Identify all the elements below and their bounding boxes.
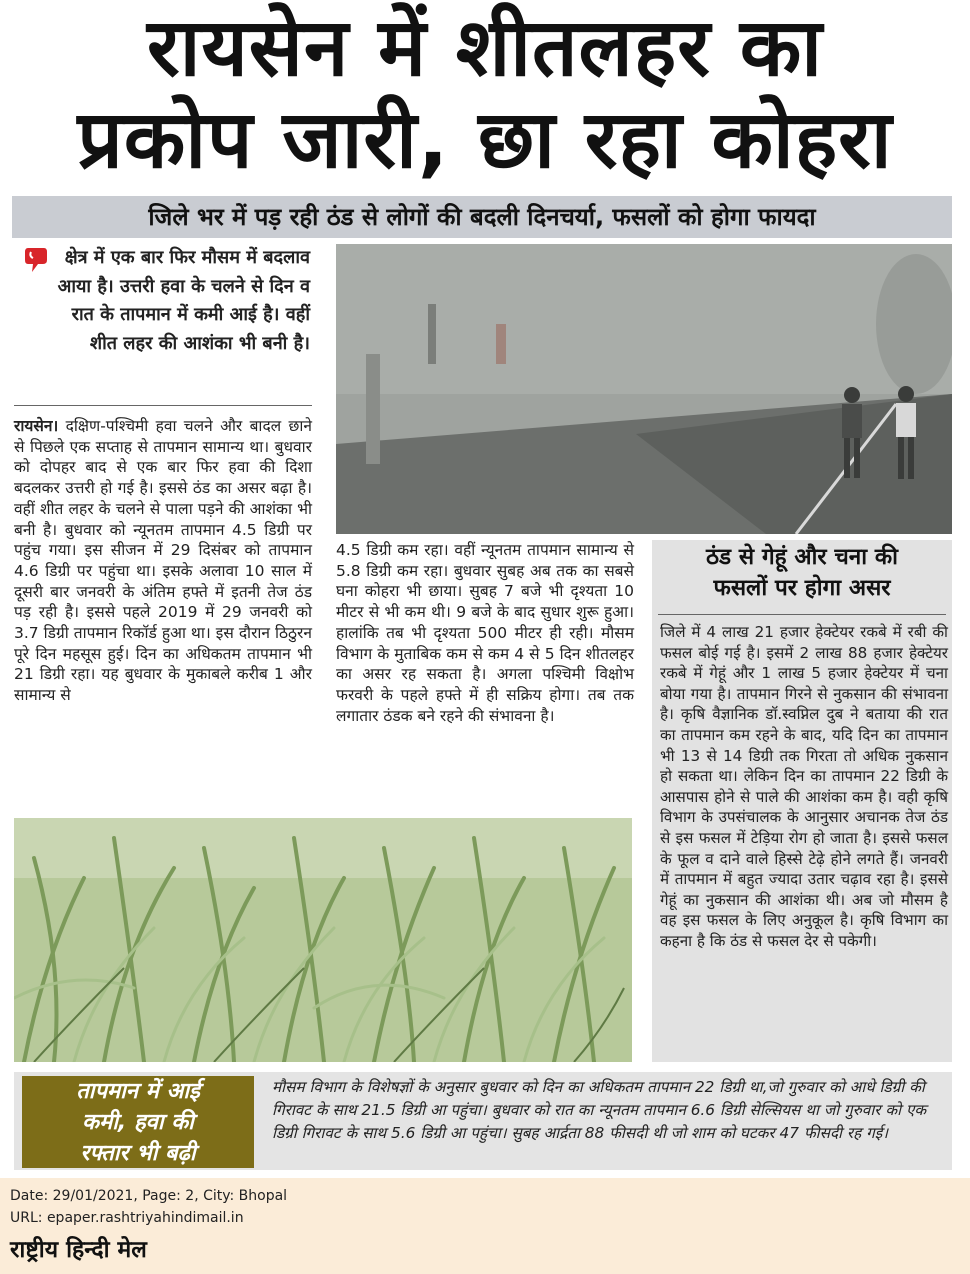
sidebar-title — [658, 542, 946, 604]
subheadline: जिले भर में पड़ रही ठंड से लोगों की बदली दिनचर्या, फसलों को होगा फायदा — [12, 196, 952, 238]
date-line: Date: 29/01/2021, Page: 2, City: Bhopal — [10, 1188, 288, 1204]
sidebar-title-line-2: फसलों पर होगा असर — [713, 575, 891, 601]
bottom-text: मौसम विभाग के विशेषज्ञों के अनुसार बुधवार को दिन का अधिकतम तापमान 22 डिग्री था,जो गुरुवार को आधे डिग्री की गिरावट के साथ 21.5 डिग्री आ पहुंचा। बुधवार को रात का न्यूनतम तापमान 6.6 डिग्री सेल्सियस था जो गुरुवार को एक डिग्री गिरावट के साथ 5.6 डिग्री आ पहुंचा। सुबह आर्द्रता 88 फीसदी थी जो शाम को घटकर 47 फीसदी रह गई। — [272, 1078, 927, 1142]
headline-line-1: रायसेन में शीतलहर का — [146, 1, 824, 94]
sidebar-text: जिले में 4 लाख 21 हजार हेक्टेयर रकबे में रबी की फसल बोई गई है। इसमें 2 लाख 88 हजार हेक्टेयर रकबे में गेहूं और 1 लाख 5 हजार हेक्टेयर में चना बोया गया है। तापमान गिरने से नुकसान की संभावना है। कृषि वैज्ञानिक डॉ.स्वप्निल दुब ने बताया की रात का तापमान कम रहने के बाद, यदि दिन का तापमान भी 13 से 14 डिग्री तक गिरता तो अधिक नुकसान हो सकता था। लेकिन दिन का तापमान 22 डिग्री के आसपास होने से पाले की आशंका कम है। वही कृषि विभाग के उपसंचालक के आनुसार अचानक तेज ठंड से इस फसल में टेड़िया रोग हो जाता है। इससे फसल के फूल व दाने वाले हिस्से टेढ़े होने लगते हैं। जनवरी में तापमान में बहुत ज्यादा उतार चढ़ाव रहा है। इससे गेहूं का नुकसान की आशंका थी। अब जो मौसम है वह इस फसल के लिए अनुकूल है। कृषि विभाग का कहना है कि ठंड से फसल देर से पकेगी। — [660, 623, 948, 950]
wheat-field-photo — [14, 818, 632, 1062]
brand-logo: राष्ट्रीय हिन्दी मेल — [10, 1236, 147, 1263]
body-column-1-text: दक्षिण-पश्चिमी हवा चलने और बादल छाने से पिछले एक सप्ताह से तापमान सामान्य था। बुधवार को दोपहर बाद से एक बार फिर हवा की दिशा बदलकर उत्तरी हो गई है। इससे ठंड का असर बढ़ा है। वहीं शीत लहर के चलने से पाला पड़ने की आशंका भी बनी है। बुधवार को न्यूनतम तापमान 4.5 डिग्री पर पहुंच गया। इस सीजन में 29 दिसंबर को तापमान 4.6 डिग्री पर पहुंचा था। इसके अलावा 10 साल में दूसरी बार जनवरी के अंतिम हफ्ते में इतनी तेज ठंड पड़ रही है। इससे पहले 2019 में 29 जनवरी को 3.7 डिग्री तापमान रिकॉर्ड हुआ था। इस दौरान ठिठुरन पूरे दिन महसूस हुई। दिन का अधिकतम तापमान भी 21 डिग्री रहा। यह बुधवार के मुकाबले करीब 1 और सामान्य से — [14, 417, 312, 705]
fog-road-photo — [336, 244, 952, 534]
headline-line-2: प्रकोप जारी, छा रहा कोहरा — [77, 93, 893, 186]
sidebar-title-line-1: ठंड से गेहूं और चना की — [705, 544, 899, 570]
bottom-label-line-1: तापमान में आई — [76, 1079, 200, 1104]
intro-text: क्षेत्र में एक बार फिर मौसम में बदलाव आया है। उत्तरी हवा के चलने से दिन व रात के तापमान में कमी आई है। वहीं शीत लहर की आशंका भी बनी है। — [57, 247, 310, 354]
body-column-1 — [14, 416, 312, 706]
bottom-label — [22, 1076, 254, 1169]
sidebar-divider — [658, 614, 946, 615]
bottom-label-line-3: रफ्तार भी बढ़ी — [80, 1141, 196, 1166]
intro-divider — [14, 405, 312, 406]
body-column-2: 4.5 डिग्री कम रहा। वहीं न्यूनतम तापमान सामान्य से 5.8 डिग्री कम रहा। बुधवार सुबह अब तक का सबसे घना कोहरा भी छाया। सुबह 7 बजे भी दृश्यता 10 मीटर से भी कम थी। 9 बजे के बाद सुधार शुरू हुआ। हालांकि तब भी दृश्यता 500 मीटर ही रही। मौसम विभाग के मुताबिक कम से कम 4 से 5 दिन शीतलहर का असर रह सकता है। अगला पश्चिमी विक्षोभ फरवरी के पहले हफ्ते में ही सक्रिय होगा। तब तक लगातार ठंडक बने रहने की संभावना है। — [336, 541, 634, 725]
url-line: URL: epaper.rashtriyahindimail.in — [10, 1210, 244, 1226]
bottom-label-line-2: कमी, हवा की — [82, 1110, 194, 1135]
dateline: रायसेन। — [14, 417, 59, 435]
